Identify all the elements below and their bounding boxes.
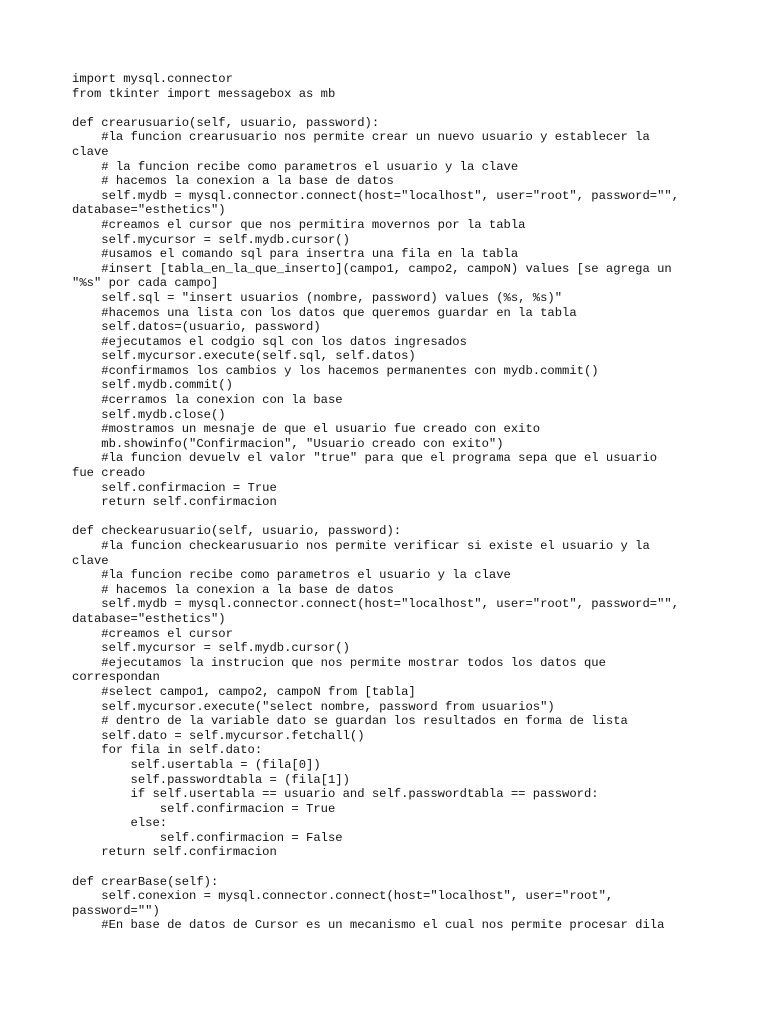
- code-line: #la funcion crearusuario nos permite crear un nuevo usuario y establecer la: [72, 130, 650, 145]
- code-line: [72, 860, 712, 875]
- code-line: from tkinter import messagebox as mb: [72, 86, 336, 101]
- code-line: password=""): [72, 903, 160, 918]
- code-line: #select campo1, campo2, campoN from [tabla]: [72, 684, 416, 699]
- code-line: fue creado: [72, 466, 146, 481]
- code-line: #la funcion devuelv el valor "true" para que el programa sepa que el usuario: [72, 451, 658, 466]
- code-line: return self.confirmacion: [72, 845, 277, 860]
- code-line: #confirmamos los cambios y los hacemos permanentes con mydb.commit(): [72, 363, 599, 378]
- code-line: if self.usertabla == usuario and self.passwordtabla == password:: [72, 787, 599, 802]
- code-line: self.mycursor.execute("select nombre, password from usuarios"): [72, 699, 555, 714]
- code-line: # hacemos la conexion a la base de datos: [72, 174, 394, 189]
- code-line: self.datos=(usuario, password): [72, 320, 321, 335]
- code-line: correspondan: [72, 670, 160, 685]
- code-line: self.mycursor = self.mydb.cursor(): [72, 232, 350, 247]
- code-line: [72, 510, 712, 525]
- code-line: # la funcion recibe como parametros el usuario y la clave: [72, 159, 519, 174]
- code-line: self.confirmacion = False: [72, 830, 343, 845]
- code-line: #hacemos una lista con los datos que queremos guardar en la tabla: [72, 305, 577, 320]
- code-line: self.confirmacion = True: [72, 801, 336, 816]
- code-block: [72, 72, 712, 933]
- code-line: database="esthetics"): [72, 203, 226, 218]
- code-line: self.mydb = mysql.connector.connect(host="localhost", user="root", password="",: [72, 188, 680, 203]
- code-line: database="esthetics"): [72, 611, 226, 626]
- code-line: #En base de datos de Cursor es un mecanismo el cual nos permite procesar dila: [72, 918, 665, 933]
- code-line: #cerramos la conexion con la base: [72, 393, 343, 408]
- code-line: import mysql.connector: [72, 72, 233, 86]
- code-line: self.mydb.close(): [72, 407, 226, 422]
- code-line: #la funcion checkearusuario nos permite verificar si existe el usuario y la: [72, 539, 650, 553]
- code-line: #creamos el cursor: [72, 626, 233, 641]
- code-line: "%s" por cada campo]: [72, 276, 219, 291]
- code-line: def crearBase(self):: [72, 874, 219, 889]
- code-line: self.usertabla = (fila[0]): [72, 757, 321, 772]
- code-line: self.mydb.commit(): [72, 378, 233, 393]
- code-line: self.sql = "insert usuarios (nombre, password) values (%s, %s)": [72, 290, 563, 305]
- code-line: #ejecutamos el codgio sql con los datos ingresados: [72, 334, 467, 349]
- code-line: clave: [72, 144, 109, 159]
- code-line: self.mydb = mysql.connector.connect(host="localhost", user="root", password="",: [72, 597, 680, 612]
- code-line: else:: [72, 816, 168, 831]
- code-line: [72, 101, 712, 116]
- code-line: def crearusuario(self, usuario, password):: [72, 115, 380, 130]
- code-line: self.confirmacion = True: [72, 480, 277, 495]
- code-line: self.mycursor = self.mydb.cursor(): [72, 641, 350, 656]
- code-line: #ejecutamos la instrucion que nos permite mostrar todos los datos que: [72, 655, 606, 670]
- code-line: #la funcion recibe como parametros el usuario y la clave: [72, 568, 511, 583]
- code-line: self.dato = self.mycursor.fetchall(): [72, 728, 365, 743]
- code-line: self.conexion = mysql.connector.connect(host="localhost", user="root",: [72, 889, 614, 904]
- code-line: # hacemos la conexion a la base de datos: [72, 582, 394, 597]
- code-line: #creamos el cursor que nos permitira movernos por la tabla: [72, 217, 526, 232]
- code-line: for fila in self.dato:: [72, 743, 263, 758]
- code-line: clave: [72, 553, 109, 568]
- code-line: mb.showinfo("Confirmacion", "Usuario creado con exito"): [72, 436, 504, 451]
- code-line: def checkearusuario(self, usuario, password):: [72, 524, 402, 539]
- code-line: # dentro de la variable dato se guardan los resultados en forma de lista: [72, 714, 628, 729]
- code-line: #mostramos un mesnaje de que el usuario fue creado con exito: [72, 422, 541, 437]
- code-line: #usamos el comando sql para insertra una fila en la tabla: [72, 247, 519, 262]
- code-line: #insert [tabla_en_la_que_inserto](campo1, campo2, campoN) values [se agrega un: [72, 261, 672, 276]
- code-line: self.passwordtabla = (fila[1]): [72, 772, 350, 787]
- code-line: self.mycursor.execute(self.sql, self.datos): [72, 349, 416, 364]
- code-line: return self.confirmacion: [72, 495, 277, 510]
